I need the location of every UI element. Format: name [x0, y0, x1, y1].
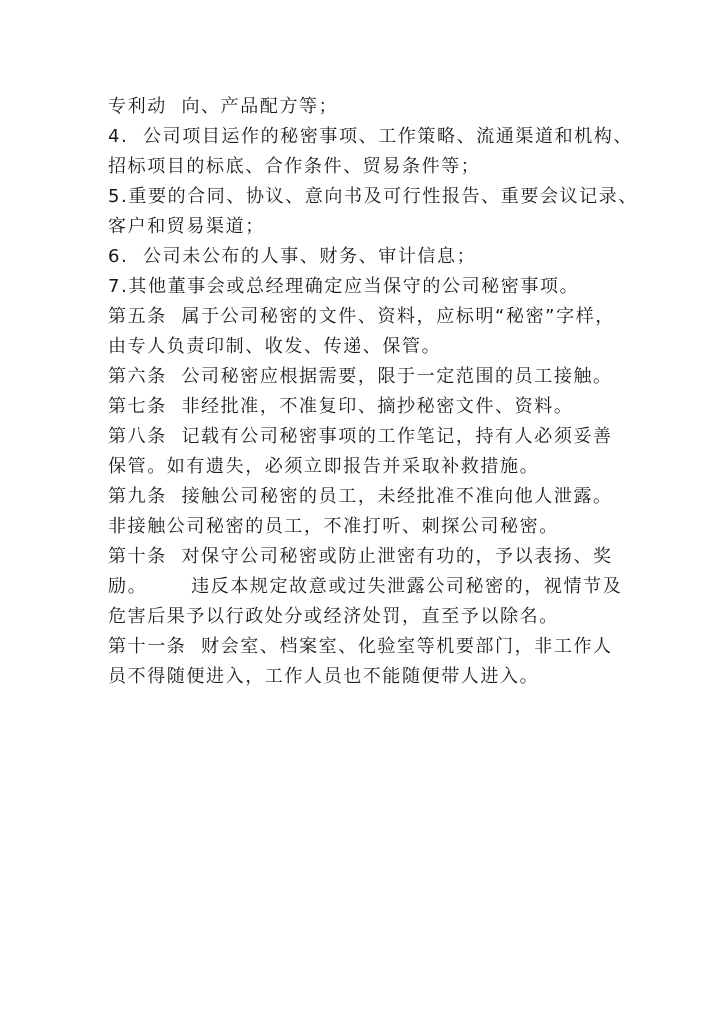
text-line: 励。 违反本规定故意或过失泄露公司秘密的，视情节及	[108, 576, 623, 597]
text-line: 非接触公司秘密的员工，不准打听、刺探公司秘密。	[108, 516, 559, 537]
text-line: 由专人负责印制、收发、传递、保管。	[108, 336, 442, 357]
text-line: 6. 公司未公布的人事、财务、审计信息；	[108, 246, 477, 267]
text-line: 第十一条 财会室、档案室、化验室等机要部门，非工作人	[108, 636, 613, 657]
document-body	[108, 92, 638, 692]
text-line: 第八条 记载有公司秘密事项的工作笔记，持有人必须妥善	[108, 426, 613, 447]
text-line: 第七条 非经批准，不准复印、摘抄秘密文件、资料。	[108, 396, 574, 417]
text-line: 7.其他董事会或总经理确定应当保守的公司秘密事项。	[108, 276, 580, 297]
text-line: 保管。如有遗失，必须立即报告并采取补救措施。	[108, 456, 540, 477]
text-line: 第五条 属于公司秘密的文件、资料，应标明“秘密”字样，	[108, 306, 615, 327]
text-line: 5.重要的合同、协议、意向书及可行性报告、重要会议记录、	[108, 186, 638, 207]
text-line: 第六条 公司秘密应根据需要，限于一定范围的员工接触。	[108, 366, 613, 387]
text-line: 第十条 对保守公司秘密或防止泄密有功的，予以表扬、奖	[108, 546, 613, 567]
text-line: 专利动 向、产品配方等；	[108, 96, 339, 117]
text-line: 危害后果予以行政处分或经济处罚，直至予以除名。	[108, 606, 559, 627]
text-line: 招标项目的标底、合作条件、贸易条件等；	[108, 156, 481, 177]
text-line: 4. 公司项目运作的秘密事项、工作策略、流通渠道和机构、	[108, 126, 634, 147]
text-line: 客户和贸易渠道；	[108, 216, 265, 237]
text-line: 员不得随便进入，工作人员也不能随便带人进入。	[108, 666, 540, 687]
text-line: 第九条 接触公司秘密的员工，未经批准不准向他人泄露。	[108, 486, 613, 507]
